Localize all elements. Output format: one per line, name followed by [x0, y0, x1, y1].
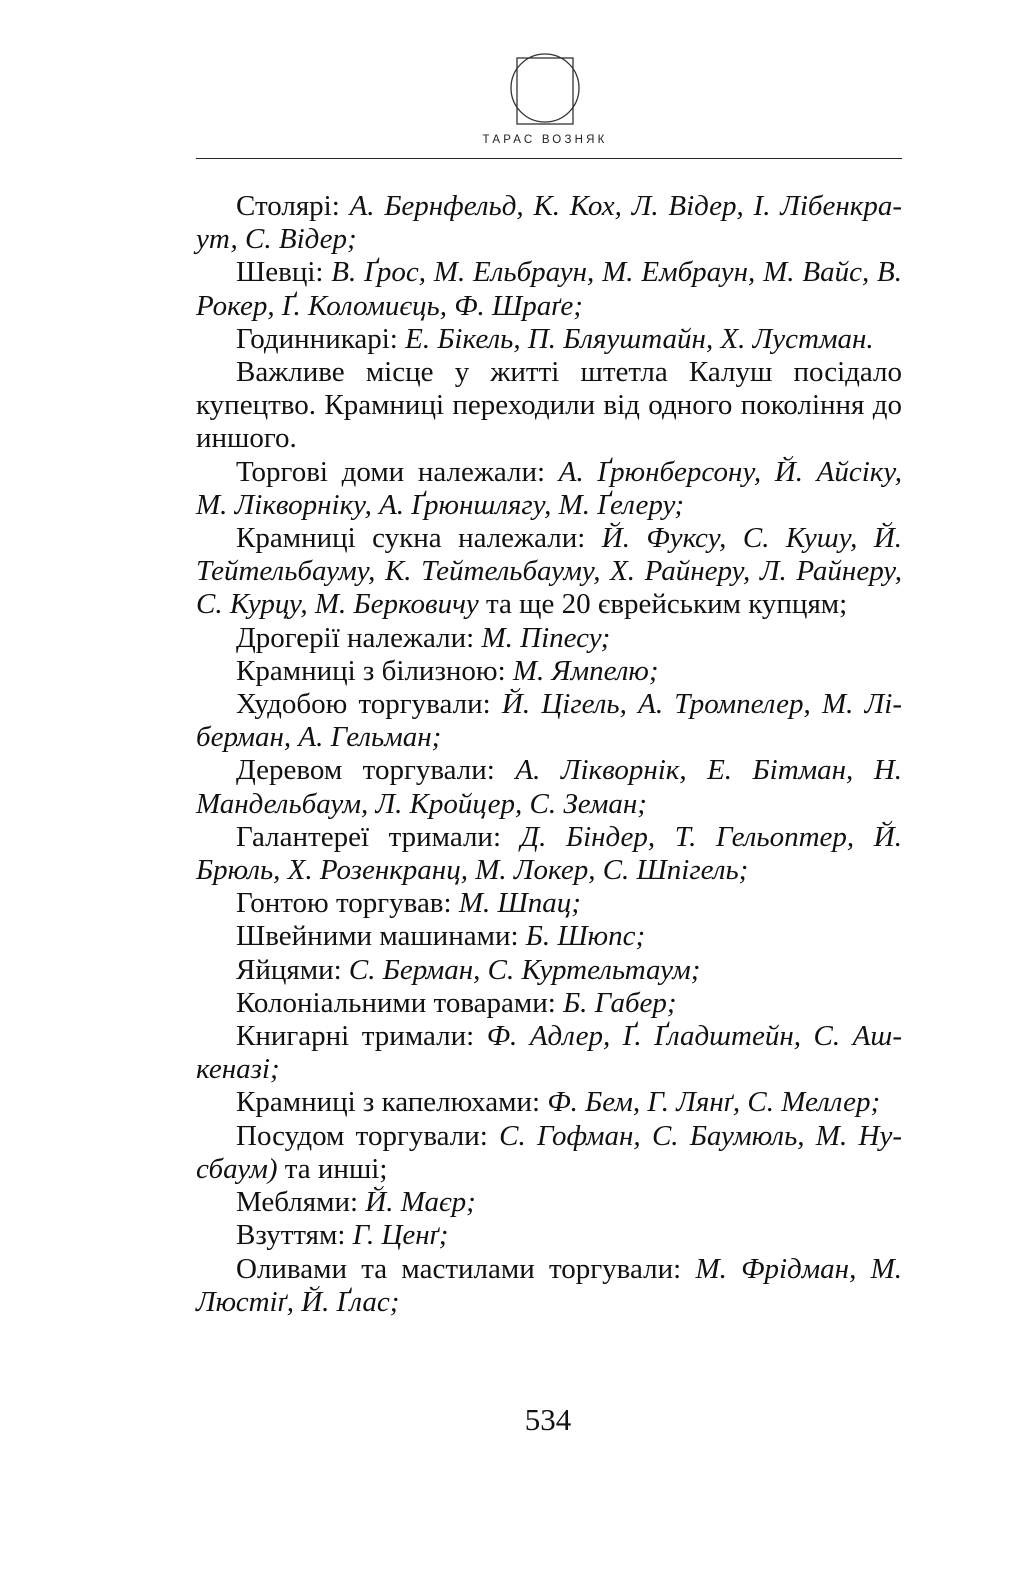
paragraph-names: Й. Цігель, А. Тромпелер, М. Ліберман, А. Гельман; — [196, 688, 902, 754]
paragraph-text: Важливе місце у житті штетла Калуш посідало купецтво. Крамниці переходили від одного покоління до иншого. — [196, 356, 902, 455]
paragraph-label: Крамниці з білизною: — [236, 654, 506, 687]
paragraph-shingles — [196, 887, 902, 920]
paragraph-haberdashery — [196, 821, 902, 887]
paragraph-tail: та инші; — [284, 1152, 388, 1185]
paragraph-names: А. Лікворнік, Е. Бітман, Н. Мандельбаум, Л. Кройцер, С. Земан; — [196, 754, 903, 820]
paragraph-names: А. Ґрюнберсону, Й. Айсіку, М. Лікворніку, А. Ґрюншлягу, М. Ґелеру; — [196, 455, 903, 521]
paragraph-trading-houses — [196, 456, 902, 522]
paragraph-linen-shops — [196, 655, 902, 688]
paragraph-names: Ф. Бем, Г. Лянґ, С. Меллер; — [547, 1086, 881, 1119]
body-text — [196, 190, 902, 1319]
paragraph-names: Д. Біндер, Т. Гельоптер, Й. Брюль, Х. Розенкранц, М. Локер, С. Шпігель; — [196, 820, 902, 887]
header-rule — [196, 158, 902, 159]
paragraph-names: Б. Шюпс; — [525, 920, 646, 953]
paragraph-hat-shops — [196, 1086, 902, 1119]
paragraph-label: Худобою торгували: — [236, 688, 491, 721]
paragraph-label: Шевці: — [236, 256, 324, 289]
paragraph-names: Е. Бікель, П. Бляуштайн, Х. Лустман. — [405, 322, 874, 355]
paragraph-label: Годинникарі: — [236, 322, 398, 355]
paragraph-label: Швейними машинами: — [236, 920, 519, 953]
paragraph-footwear — [196, 1219, 902, 1252]
paragraph-label: Крамниці з капелюхами: — [236, 1086, 541, 1119]
page-number: 534 — [524, 1402, 572, 1437]
paragraph-label: Колоніальними товарами: — [236, 986, 556, 1019]
paragraph-dishes — [196, 1120, 902, 1186]
paragraph-label: Взуттям: — [236, 1219, 346, 1252]
paragraph-names: Ф. Адлер, Ґ. Ґладштейн, С. Ашкеназі; — [196, 1020, 902, 1086]
publisher-logo-icon — [509, 48, 581, 128]
paragraph-label: Книгарні тримали: — [236, 1020, 475, 1053]
paragraph-label: Дрогерії належали: — [236, 621, 475, 654]
paragraph-tail: та ще 20 єврейським купцям; — [486, 588, 848, 621]
paragraph-cloth-shops — [196, 522, 902, 622]
paragraph-names: В. Ґрос, М. Ельбраун, М. Ембраун, М. Вайс, В. Рокер, Ґ. Коломиєць, Ф. Шраґе; — [196, 256, 903, 322]
paragraph-sewing-machines — [196, 920, 902, 953]
paragraph-label: Торгові доми належали: — [236, 455, 546, 488]
paragraph-names: Г. Ценґ; — [352, 1219, 449, 1252]
paragraph-label: Яйцями: — [236, 953, 342, 986]
paragraph-watchmakers — [196, 323, 902, 356]
running-header-author: ТАРАС ВОЗНЯК — [482, 134, 608, 146]
paragraph-names: С. Берман, С. Куртельтаум; — [348, 953, 701, 986]
paragraph-names: Б. Габер; — [563, 986, 677, 1019]
paragraph-names: М. Піпесу; — [481, 621, 611, 654]
paragraph-label: Галантереї тримали: — [236, 820, 502, 853]
paragraph-label: Меблями: — [236, 1186, 359, 1219]
paragraph-names: Й. Маєр; — [365, 1186, 476, 1219]
paragraph-shoemakers — [196, 256, 902, 322]
paragraph-cattle — [196, 688, 902, 754]
paragraph-timber — [196, 754, 902, 820]
paragraph-label: Крамниці сукна належали: — [236, 522, 586, 555]
paragraph-eggs — [196, 954, 902, 987]
paragraph-label: Деревом торгували: — [236, 754, 495, 787]
paragraph-colonial-goods — [196, 987, 902, 1020]
paragraph-furniture — [196, 1186, 902, 1219]
paragraph-names: М. Ямпелю; — [512, 654, 659, 687]
paragraph-label: Оливами та мастилами торгували: — [236, 1252, 682, 1285]
paragraph-names: А. Бернфельд, К. Кох, Л. Відер, І. Лібенкраут, С. Відер; — [196, 190, 903, 256]
paragraph-label: Столярі: — [236, 190, 340, 222]
paragraph-oils — [196, 1253, 902, 1319]
paragraph-names: М. Фрідман, М. Люстіґ, Й. Ґлас; — [196, 1252, 902, 1318]
paragraph-drugstores — [196, 622, 902, 655]
paragraph-merchants-intro — [196, 356, 902, 456]
paragraph-bookshops — [196, 1020, 902, 1086]
paragraph-names: С. Гофман, С. Баумюль, М. Нусбаум) — [196, 1119, 902, 1185]
paragraph-carpenters — [196, 190, 902, 256]
paragraph-label: Посудом торгували: — [236, 1119, 488, 1152]
paragraph-names: Й. Фуксу, С. Кушу, Й. Тейтельбауму, К. Тейтельбауму, Х. Райнеру, Л. Райнеру, С. Курцу, М. Берковичу — [196, 522, 903, 621]
paragraph-label: Гонтою торгував: — [236, 887, 452, 920]
paragraph-names: М. Шпац; — [458, 887, 581, 920]
